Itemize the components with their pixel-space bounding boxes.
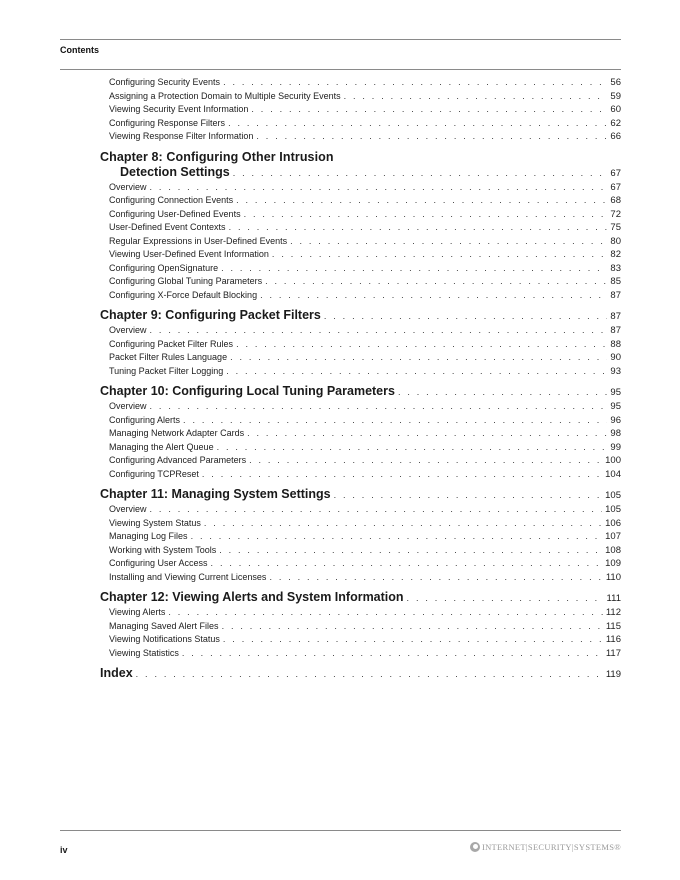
dot-leader <box>272 248 608 262</box>
toc-entry-page: 110 <box>605 571 621 583</box>
toc-entry-title: Configuring TCPReset <box>109 468 199 479</box>
toc-entry[interactable] <box>60 400 621 414</box>
dot-leader <box>219 544 602 558</box>
dot-leader <box>247 427 607 441</box>
dot-leader <box>269 571 602 585</box>
toc-entry-page: 108 <box>605 544 621 556</box>
dot-leader <box>217 441 608 455</box>
dot-leader <box>226 365 607 379</box>
toc-entry-page: 117 <box>605 647 621 659</box>
toc-entry-title: Configuring User Access <box>109 558 208 568</box>
dot-leader <box>222 620 603 634</box>
toc-entry-page: 95 <box>610 401 621 412</box>
dot-leader <box>211 557 603 571</box>
dot-leader <box>324 309 608 324</box>
toc-entry-page: 96 <box>610 414 621 426</box>
dot-leader <box>150 400 608 414</box>
toc-entry-page: 109 <box>605 558 621 569</box>
toc-entry-page: 67 <box>610 167 621 179</box>
table-of-contents <box>60 76 621 688</box>
toc-entry-title: Chapter 11: Managing System Settings <box>100 487 331 501</box>
toc-entry-title: Configuring Alerts <box>109 414 181 425</box>
toc-entry-title: Configuring Global Tuning Parameters <box>109 276 263 286</box>
toc-entry-title: User-Defined Event Contexts <box>109 222 226 232</box>
toc-entry-page: 111 <box>606 593 621 604</box>
toc-entry[interactable] <box>60 76 621 90</box>
toc-entry[interactable] <box>60 194 621 208</box>
toc-entry[interactable] <box>60 130 621 144</box>
dot-leader <box>233 166 608 181</box>
company-logo-text: INTERNET|SECURITY|SYSTEMS® <box>481 842 621 852</box>
dot-leader <box>223 633 603 647</box>
chapter-heading-line1[interactable]: Chapter 8: Configuring Other Intrusion <box>100 149 334 164</box>
toc-entry-title: Viewing Response Filter Information <box>109 131 254 141</box>
toc-entry-page: 106 <box>605 517 621 529</box>
toc-entry[interactable] <box>60 262 621 276</box>
toc-entry-page: 88 <box>610 338 621 350</box>
dot-leader <box>244 208 608 222</box>
dot-leader <box>260 289 607 303</box>
toc-entry[interactable] <box>60 275 621 289</box>
toc-entry[interactable] <box>60 454 621 468</box>
toc-entry-title: Configuring Advanced Parameters <box>109 455 247 465</box>
toc-entry-title: Packet Filter Rules Language <box>109 352 228 362</box>
dot-leader <box>229 221 608 235</box>
dot-leader <box>202 468 602 482</box>
dot-leader <box>191 530 603 544</box>
toc-entry[interactable] <box>60 503 621 517</box>
toc-entry-title: Overview <box>109 504 147 514</box>
dot-leader <box>265 275 607 289</box>
toc-entry-title: Working with System Tools <box>109 544 217 555</box>
header-bottom-rule <box>60 69 621 70</box>
toc-entry[interactable] <box>60 117 621 131</box>
toc-entry-page: 87 <box>610 325 621 336</box>
toc-entry[interactable] <box>60 530 621 544</box>
toc-entry-page: 67 <box>610 181 621 193</box>
toc-entry-page: 107 <box>605 531 621 542</box>
toc-entry[interactable] <box>60 557 621 571</box>
toc-entry-title: Detection Settings <box>120 164 230 179</box>
toc-entry[interactable] <box>60 633 621 647</box>
toc-entry-page: 104 <box>605 468 621 480</box>
toc-entry-page: 66 <box>610 131 621 142</box>
toc-chapter <box>60 308 621 378</box>
toc-chapter <box>60 487 621 584</box>
dot-leader <box>344 90 608 104</box>
dot-leader <box>168 606 602 620</box>
toc-entry-title: Chapter 10: Configuring Local Tuning Parameters <box>100 384 395 398</box>
dot-leader <box>251 103 607 117</box>
toc-entry-title: Viewing Alerts <box>109 607 166 617</box>
toc-entry-page: 98 <box>610 428 621 439</box>
toc-entry-title: Viewing Security Event Information <box>109 104 249 114</box>
toc-entry-page: 105 <box>605 490 621 501</box>
toc-entry-page: 80 <box>610 235 621 247</box>
toc-chapter <box>60 150 621 303</box>
dot-leader <box>236 194 607 208</box>
toc-entry[interactable] <box>60 324 621 338</box>
toc-entry-title: Configuring User-Defined Events <box>109 208 241 219</box>
toc-entry-page: 60 <box>610 104 621 115</box>
toc-entry-title: Regular Expressions in User-Defined Events <box>109 235 288 246</box>
toc-entry-title: Configuring Response Filters <box>109 117 226 128</box>
dot-leader <box>249 454 602 468</box>
toc-entry[interactable] <box>60 221 621 235</box>
toc-entry-page: 95 <box>610 387 621 398</box>
toc-entry-page: 112 <box>605 607 621 618</box>
toc-entry-page: 59 <box>610 90 621 102</box>
dot-leader <box>221 262 607 276</box>
toc-entry-title: Managing Network Adapter Cards <box>109 428 245 438</box>
toc-entry[interactable] <box>60 103 621 117</box>
dot-leader <box>150 181 608 195</box>
dot-leader <box>334 488 603 503</box>
toc-entry[interactable] <box>60 620 621 634</box>
toc-chapter <box>60 666 621 682</box>
toc-entry-page: 105 <box>605 504 621 515</box>
toc-entry[interactable] <box>60 468 621 482</box>
toc-entry[interactable] <box>60 90 621 104</box>
toc-entry-page: 99 <box>610 441 621 453</box>
toc-entry-title: Overview <box>109 401 147 411</box>
dot-leader <box>230 351 607 365</box>
dot-leader <box>150 503 603 517</box>
dot-leader <box>407 591 604 606</box>
toc-entry[interactable] <box>60 441 621 455</box>
toc-entry[interactable] <box>60 248 621 262</box>
toc-entry-page: 87 <box>610 289 621 301</box>
toc-entry-title: Configuring Connection Events <box>109 195 234 205</box>
chapter-heading[interactable] <box>60 590 621 606</box>
dot-leader <box>183 414 607 428</box>
toc-entry-page: 119 <box>605 669 621 680</box>
toc-entry[interactable] <box>60 517 621 531</box>
toc-entry-title: Configuring OpenSignature <box>109 262 219 273</box>
toc-entry-title: Managing Saved Alert Files <box>109 620 219 631</box>
toc-entry-page: 100 <box>605 455 621 466</box>
toc-entry-page: 85 <box>610 276 621 287</box>
toc-entry[interactable] <box>60 235 621 249</box>
toc-entry-page: 87 <box>610 311 621 322</box>
toc-entry[interactable] <box>60 544 621 558</box>
toc-entry-title: Chapter 9: Configuring Packet Filters <box>100 308 321 322</box>
dot-leader <box>182 647 603 661</box>
toc-entry-page: 72 <box>610 208 621 220</box>
chapter-heading[interactable] <box>60 165 621 181</box>
dot-leader <box>223 76 607 90</box>
toc-entry-page: 83 <box>610 262 621 274</box>
dot-leader <box>398 385 607 400</box>
toc-entry-title: Overview <box>109 325 147 335</box>
dot-leader <box>150 324 608 338</box>
chapter-heading[interactable] <box>60 487 621 503</box>
toc-entry-page: 68 <box>610 195 621 206</box>
toc-entry[interactable] <box>60 427 621 441</box>
toc-entry-title: Assigning a Protection Domain to Multiple Security Events <box>109 90 341 101</box>
toc-entry-page: 56 <box>610 77 621 88</box>
toc-entry-title: Configuring Security Events <box>109 77 221 87</box>
toc-entry-page: 75 <box>610 222 621 233</box>
footer-page-number: iv <box>60 845 68 855</box>
toc-entry[interactable] <box>60 208 621 222</box>
chapter-heading[interactable] <box>60 666 621 682</box>
toc-entry-title: Index <box>100 666 133 680</box>
toc-entry[interactable] <box>60 647 621 661</box>
dot-leader <box>290 235 607 249</box>
toc-entry[interactable] <box>60 289 621 303</box>
toc-entry-title: Viewing Notifications Status <box>109 634 220 644</box>
dot-leader <box>136 667 603 682</box>
toc-entry-title: Configuring X-Force Default Blocking <box>109 289 258 300</box>
toc-chapter <box>60 384 621 481</box>
footer-rule <box>60 830 621 831</box>
toc-entry[interactable] <box>60 414 621 428</box>
toc-entry-title: Viewing Statistics <box>109 647 179 658</box>
toc-entry[interactable] <box>60 338 621 352</box>
toc-entry-title: Managing Log Files <box>109 531 188 541</box>
toc-entry-title: Managing the Alert Queue <box>109 441 214 452</box>
toc-entry-page: 62 <box>610 117 621 129</box>
toc-entry-title: Overview <box>109 181 147 192</box>
dot-leader <box>228 117 607 131</box>
toc-entry-page: 116 <box>605 634 621 645</box>
company-logo <box>470 842 621 852</box>
dot-leader <box>256 130 607 144</box>
toc-lead-section <box>60 76 621 144</box>
toc-entry[interactable] <box>60 181 621 195</box>
globe-icon <box>470 842 480 852</box>
chapter-heading[interactable] <box>60 384 621 400</box>
running-header: Contents <box>60 45 99 55</box>
header-top-rule <box>60 39 621 40</box>
toc-entry-title: Chapter 12: Viewing Alerts and System Information <box>100 590 404 604</box>
toc-entry[interactable] <box>60 351 621 365</box>
toc-entry-page: 93 <box>610 365 621 377</box>
toc-entry-page: 90 <box>610 352 621 363</box>
chapter-heading[interactable] <box>60 308 621 324</box>
dot-leader <box>204 517 602 531</box>
toc-entry-page: 82 <box>610 249 621 260</box>
toc-entry-title: Viewing User-Defined Event Information <box>109 249 269 259</box>
toc-entry-page: 115 <box>605 620 621 632</box>
dot-leader <box>236 338 607 352</box>
toc-chapters <box>60 150 621 683</box>
toc-entry[interactable] <box>60 365 621 379</box>
toc-entry[interactable] <box>60 606 621 620</box>
toc-entry-title: Tuning Packet Filter Logging <box>109 365 224 376</box>
toc-entry-title: Viewing System Status <box>109 517 201 528</box>
toc-entry-title: Configuring Packet Filter Rules <box>109 338 234 349</box>
toc-entry-title: Installing and Viewing Current Licenses <box>109 571 267 582</box>
toc-entry[interactable] <box>60 571 621 585</box>
toc-chapter <box>60 590 621 660</box>
